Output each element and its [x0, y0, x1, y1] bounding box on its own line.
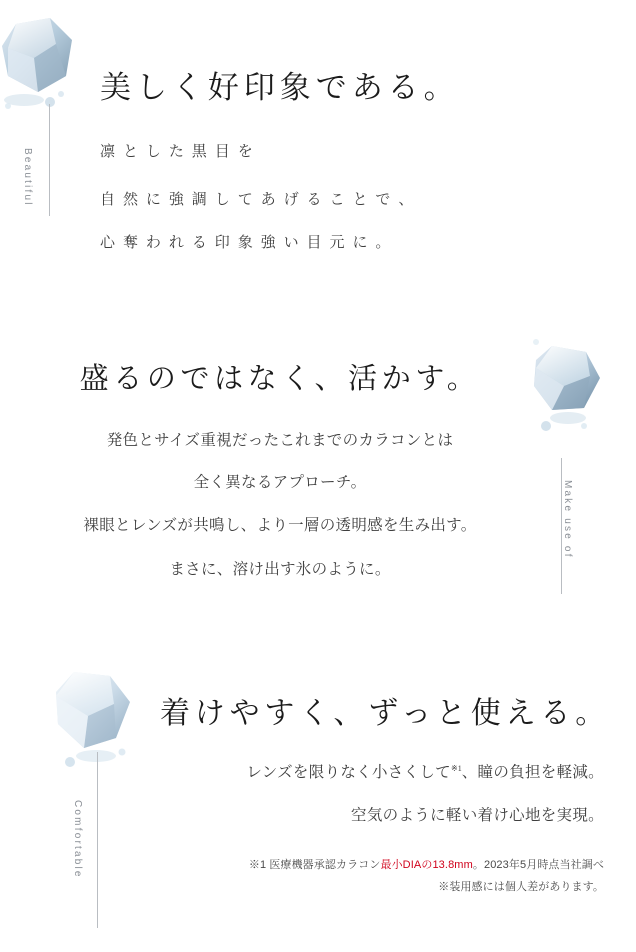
footnote-pre: ※装用感には個人差があります。: [438, 881, 604, 893]
footnote: [438, 878, 604, 894]
side-label-beautiful: Beautiful: [22, 148, 33, 207]
body-text-pre: 空気のように軽い着け心地を実現。: [351, 807, 604, 824]
section-body-line: 自 然 に 強 調 し て あ げ る こ と で 、: [100, 192, 416, 208]
footnote-marker: ※1: [451, 763, 462, 773]
footnote-pre: ※1 医療機器承認カラコン: [248, 859, 381, 871]
section-body-line: 心 奪 わ れ る 印 象 強 い 目 元 に 。: [100, 235, 393, 251]
footnote: [249, 856, 604, 872]
section-beautiful: [0, 0, 636, 300]
section-body-line: まさに、溶け出す氷のように。: [169, 561, 391, 578]
section-heading: 着けやすく、ずっと使える。: [160, 697, 610, 730]
body-text-pre: レンズを限りなく小さくして: [246, 764, 451, 781]
section-body-line: 発色とサイズ重視だったこれまでのカラコンとは: [106, 432, 454, 449]
side-rule: [49, 104, 50, 216]
side-rule: [97, 752, 98, 928]
section-body-line: 裸眼とレンズが共鳴し、より一層の透明感を生み出す。: [83, 517, 477, 534]
side-label-comfortable: Comfortable: [72, 800, 83, 879]
section-comfortable: [0, 660, 636, 952]
footnote-post: 。2023年5月時点当社調べ: [472, 859, 604, 871]
body-text-post: 、瞳の負担を軽減。: [461, 764, 604, 781]
ice-crystal-icon: [0, 14, 94, 118]
section-body-line: 全く異なるアプローチ。: [193, 474, 367, 491]
section-make-use-of: [0, 330, 636, 620]
section-body-line: [351, 803, 604, 825]
section-body-line: [246, 760, 604, 782]
side-label-make-use-of: Make use of: [562, 480, 573, 559]
footnote-highlight: 最小DIAの13.8mm: [380, 859, 473, 871]
section-heading: 美しく好印象である。: [100, 70, 460, 105]
section-heading: 盛るのではなく、活かす。: [79, 363, 481, 395]
section-body-line: 凛 と し た 黒 目 を: [100, 144, 255, 160]
ice-crystal-icon: [44, 666, 152, 776]
